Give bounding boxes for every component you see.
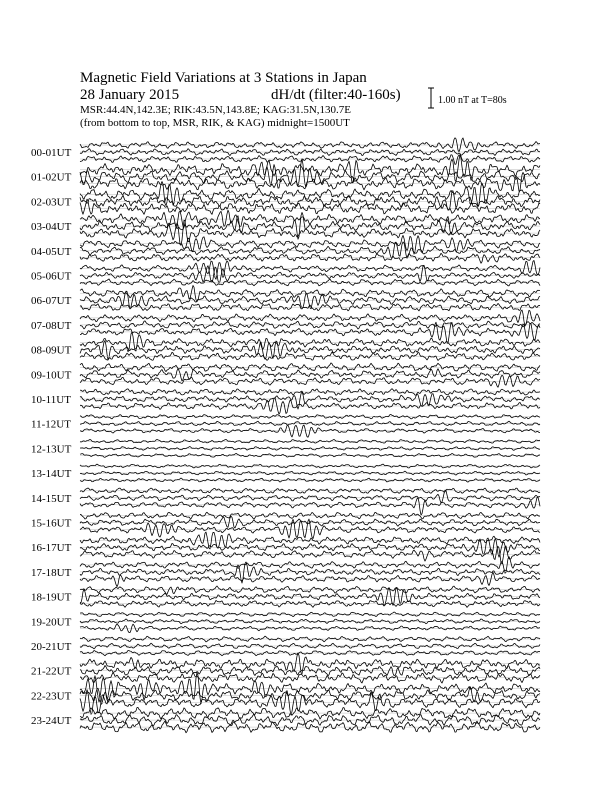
row-label: 17-18UT [31, 566, 72, 579]
trace-rik [80, 212, 540, 239]
row-label: 16-17UT [31, 542, 72, 555]
trace-msr [80, 235, 540, 254]
trace-kag [80, 352, 540, 360]
scale-bar-label: 1.00 nT at T=80s [438, 95, 507, 106]
row-label: 01-02UT [31, 171, 72, 184]
row-label: 15-16UT [31, 517, 72, 530]
row-label: 10-11UT [31, 394, 71, 406]
row-label: 18-19UT [31, 591, 72, 604]
trace-kag [80, 572, 540, 586]
filter-label: dH/dt (filter:40-160s) [271, 87, 401, 103]
stations-line: MSR:44.4N,142.3E; RIK:43.5N,143.8E; KAG:31.5N,130.7E [80, 104, 352, 116]
row-label: 03-04UT [31, 221, 72, 234]
row-label: 12-13UT [31, 443, 72, 456]
trace-kag [80, 497, 540, 515]
row-label: 06-07UT [31, 295, 72, 308]
trace-rik [80, 421, 540, 426]
trace-kag [80, 425, 540, 437]
trace-kag [80, 600, 540, 607]
trace-rik [80, 490, 540, 503]
row-label: 05-06UT [31, 270, 72, 283]
row-label: 09-10UT [31, 369, 72, 382]
row-label: 07-08UT [31, 319, 72, 332]
trace-kag [80, 253, 540, 263]
trace-msr [80, 532, 540, 549]
trace-kag [80, 155, 540, 165]
row-label: 04-05UT [31, 245, 72, 258]
trace-rik [80, 341, 540, 360]
row-label: 02-03UT [31, 196, 72, 209]
row-label: 19-20UT [31, 616, 72, 629]
row-label: 00-01UT [31, 147, 72, 159]
row-label: 14-15UT [31, 492, 72, 505]
row-label: 08-09UT [31, 344, 72, 357]
trace-kag [80, 519, 540, 539]
order-note: (from bottom to top, MSR, RIK, & KAG) midnight=1500UT [80, 117, 350, 129]
row-label: 13-14UT [31, 468, 72, 481]
row-label: 11-12UT [31, 418, 71, 431]
row-label: 21-22UT [31, 665, 72, 678]
row-label: 23-24UT [31, 715, 72, 728]
row-label: 22-23UT [31, 690, 72, 703]
trace-msr [80, 586, 540, 594]
date-label: 28 January 2015 [80, 87, 180, 103]
scale-bar [428, 88, 434, 108]
trace-rows [31, 138, 540, 733]
chart-title: Magnetic Field Variations at 3 Stations in Japan [80, 70, 367, 86]
row-label: 20-21UT [31, 641, 72, 653]
